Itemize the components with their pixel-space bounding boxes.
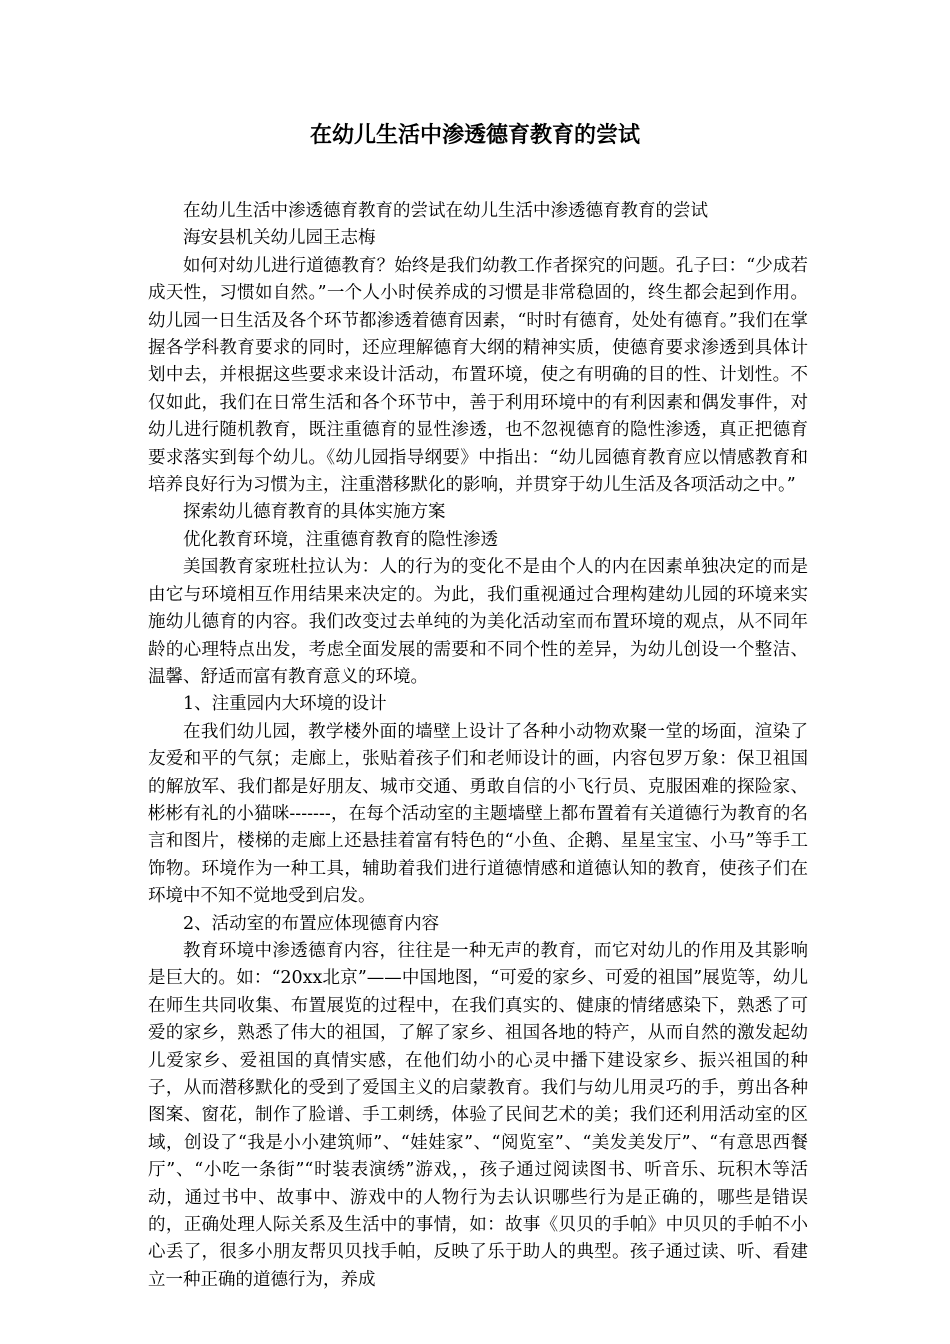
- section-heading: 1、注重园内大环境的设计: [183, 694, 387, 715]
- paragraph: 教育环境中渗透德育内容，往往是一种无声的教育，而它对幼儿的作用及其影响是巨大的。如：“20xx北京”——中国地图，“可爱的家乡、可爱的祖国”展览等，幼儿在师生共同收集、布置展览的过程中，在我们真实的、健康的情绪感染下，熟悉了可爱的家乡，熟悉了伟大的祖国，了解了家乡、祖国各地的特产，从而自然的激发起幼儿爱家乡、爱祖国的真情实感，在他们幼小的心灵中播下建设家乡、振兴祖国的种子，从而潜移默化的受到了爱国主义的启蒙教育。我们与幼儿用灵巧的手，剪出各种图案、窗花，制作了脸谱、手工刺绣，体验了民间艺术的美；我们还利用活动室的区域，创设了“我是小小建筑师”、“娃娃家”、“阅览室”、“美发美发厅”、“有意思西餐厅”、“小吃一条街”“时装表演绣”游戏，，孩子通过阅读图书、听音乐、玩积木等活动，通过书中、故事中、游戏中的人物行为去认识哪些行为是正确的，哪些是错误的，正确处理人际关系及生活中的事情，如：故事《贝贝的手帕》中贝贝的手帕不小心丢了，很多小朋友帮贝贝找手帕，反映了乐于助人的典型。孩子通过读、听、看建立一种正确的道德行为，养成: [148, 940, 808, 1290]
- paragraph: 在我们幼儿园，教学楼外面的墙壁上设计了各种小动物欢聚一堂的场面，渲染了友爱和平的气氛；走廊上，张贴着孩子们和老师设计的画，内容包罗万象：保卫祖国的解放军、我们都是好朋友、城市交通、勇敢自信的小飞行员、克服困难的探险家、彬彬有礼的小猫咪-------，在每个活动室的主题墙壁上都布置着有关道德行为教育的名言和图片，楼梯的走廊上还悬挂着富有特色的“小鱼、企鹅、星星宝宝、小马”等手工饰物。环境作为一种工具，辅助着我们进行道德情感和道德认知的教育，使孩子们在环境中不知不觉地受到启发。: [148, 721, 808, 907]
- section-heading: 优化教育环境，注重德育教育的隐性渗透: [183, 529, 498, 550]
- section-heading: 探索幼儿德育教育的具体实施方案: [183, 502, 446, 523]
- section-heading: 2、活动室的布置应体现德育内容: [183, 913, 440, 934]
- paragraph-subtitle: 在幼儿生活中渗透德育教育的尝试在幼儿生活中渗透德育教育的尝试: [183, 201, 708, 221]
- paragraph-author: 海安县机关幼儿园王志梅: [183, 228, 376, 249]
- document-title: 在幼儿生活中渗透德育教育的尝试: [309, 123, 640, 148]
- paragraph: 美国教育家班杜拉认为：人的行为的变化不是由个人的内在因素单独决定的而是由它与环境相互作用结果来决定的。为此，我们重视通过合理构建幼儿园的环境来实施幼儿德育的内容。我们改变过去单纯的为美化活动室而布置环境的观点，从不同年龄的心理特点出发，考虑全面发展的需要和不同个性的差异，为幼儿创设一个整洁、温馨、舒适而富有教育意义的环境。: [148, 557, 808, 687]
- paragraph: 如何对幼儿进行道德教育？始终是我们幼教工作者探究的问题。孔子曰：“少成若成天性，习惯如自然。”一个人小时侯养成的习惯是非常稳固的，终生都会起到作用。幼儿园一日生活及各个环节都渗透着德育因素，“时时有德育，处处有德育。”我们在掌握各学科教育要求的同时，还应理解德育大纲的精神实质，使德育要求渗透到具体计划中去，并根据这些要求来设计活动，布置环境，使之有明确的目的性、计划性。不仅如此，我们在日常生活和各个环节中，善于利用环境中的有利因素和偶发事件，对幼儿进行随机教育，既注重德育的显性渗透，也不忽视德育的隐性渗透，真正把德育要求落实到每个幼儿。《幼儿园指导纲要》中指出：“幼儿园德育教育应以情感教育和培养良好行为习惯为主，注重潜移默化的影响，并贯穿于幼儿生活及各项活动之中。”: [148, 255, 808, 496]
- document-body: [148, 198, 808, 1294]
